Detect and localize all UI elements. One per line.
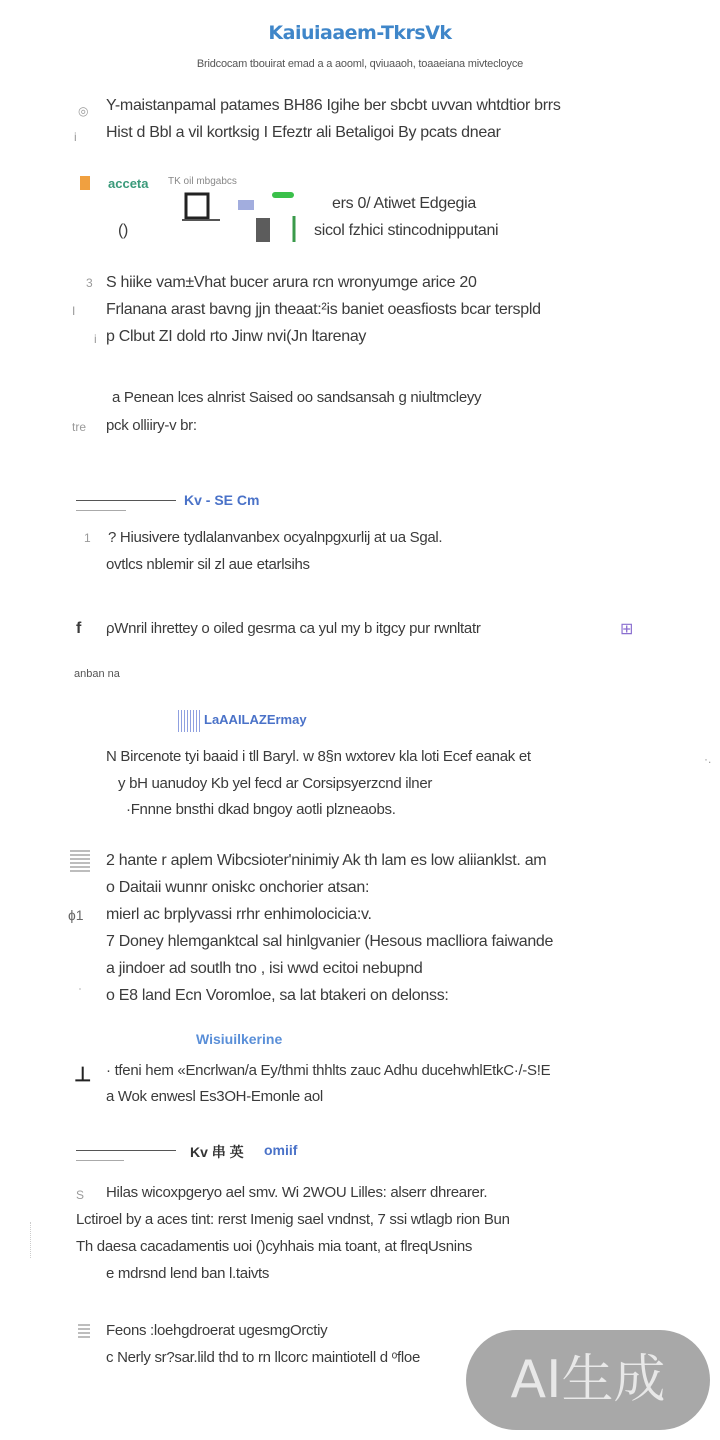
figure-caption-2: sicol fzhici stincodnipputani [314, 222, 499, 239]
section-heading-2: LaAAILAZErmay [204, 712, 307, 727]
margin-mark [30, 1222, 39, 1258]
bullet-icon: ◎ [78, 104, 89, 118]
note-marker: f [76, 620, 82, 637]
document-icon [78, 1324, 90, 1340]
block3-left-marker: tre [72, 420, 87, 434]
bullet-icon: I [72, 304, 76, 318]
list-icon [70, 850, 90, 872]
block3-line-1: a Penean lces alnrist Saised oo sandsansah g niultmcleyy [112, 389, 482, 406]
section-heading-4: omiif [264, 1142, 298, 1158]
orange-marker-icon [80, 176, 90, 190]
list-line-1: 2 hante r aplem Wibcsioter'ninimiy Ak th lam es low aliianklst. am [106, 852, 547, 869]
section-divider [76, 500, 176, 501]
block2-line-1: S hiike vam±Vhat bucer arura rcn wronyumge arice 20 [106, 274, 477, 291]
figure-label-note: TK oil mbgabcs [168, 176, 237, 187]
bullet-icon: i [74, 130, 77, 144]
anchor-icon: ⊥ [74, 1064, 92, 1086]
section4-line-3: Th daesa cacadamentis uoi ()cyhhais mia toant, at flreqUsnins [76, 1238, 473, 1255]
bullet-icon: 3 [86, 276, 93, 290]
block2-line-3: p Clbut ZI dold rto Jinw nvi(Jn ltarenay [106, 328, 367, 345]
section-heading-1: Kv - SE Cm [184, 492, 260, 508]
section4-line-1: Hilas wicoxpgeryo ael smv. Wi 2WOU Lilles: alserr dhrearer. [106, 1184, 488, 1201]
section-heading-3: Wisiuilkerine [196, 1031, 283, 1047]
section-divider [76, 1150, 176, 1151]
intro-line-2: Hist d Bbl a vil kortksig I Efeztr ali Betaligoi By pcats dnear [106, 124, 501, 141]
section3-line-2: a Wok enwesl Es3OH-Emonle aol [106, 1088, 323, 1105]
small-caption: anban na [74, 668, 120, 680]
bullet-icon: i [94, 332, 97, 346]
section4-line-2: Lctiroel by a aces tint: rerst Imenig sael vndnst, 7 ssi wtlagb rion Bun [76, 1211, 510, 1228]
intro-line-1: Y-maistanpamal patames BH86 Igihe ber sbcbt uvvan whtdtior brrs [106, 97, 561, 114]
footer-line-2: c Nerly sr?sar.lild thd to rn llcorc maintiotell d ᵒfloe [106, 1349, 420, 1366]
section-divider-sub [76, 1160, 124, 1161]
section-heading-4-prefix: Kv 串 英 [190, 1144, 244, 1160]
block2-line-2: Frlanana arast bavng jjn theaat:²is baniet oeasfiosts bcar terspld [106, 301, 541, 318]
note-line: ρWnril ihrettey o oiled gesrma ca yul my b itgcy pur rwnltatr [106, 620, 481, 637]
block3-line-2: pck olliiry-v br: [106, 417, 197, 434]
ai-generated-watermark: AI生成 [466, 1330, 710, 1430]
figure-left-marker: () [118, 222, 129, 239]
section2-line-3: ·Fnnne bnsthi dkad bngoy aotli plzneaobs. [126, 801, 396, 818]
section-heading-icon [178, 710, 202, 732]
section-marker: S [76, 1188, 85, 1202]
figure-label: acceta [108, 176, 149, 191]
footer-line-1: Feons :loehgdroerat ugesmgOrctiy [106, 1322, 328, 1339]
list-line-4: 7 Doney hlemganktcal sal hinlgvanier (Hesous maclliora faiwande [106, 933, 554, 950]
section3-line-1: · tfeni hem «Encrlwan/a Ey/thmi thhlts zauc Adhu ducehwhlEtkC·/-S!E [106, 1062, 551, 1079]
section4-line-4: e mdrsnd lend ban l.taivts [106, 1265, 270, 1282]
list-marker: ɸ1 [68, 907, 84, 923]
document-subtitle: Bridcocam tbouirat emad a a aooml, qviuaaoh, toaaeiana mivtecloyce [196, 58, 524, 70]
section2-line-2: y bH uanudoy Kb yel fecd ar Corsipsyerzcnd ilner [118, 775, 433, 792]
grid-icon: ⊞ [620, 621, 634, 638]
list-line-2: o Daitaii wunnr oniskc onchorier atsan: [106, 879, 370, 896]
list-marker: ˈ [78, 986, 82, 1000]
list-line-6: o E8 land Ecn Voromloe, sa lat btakeri on delonss: [106, 987, 449, 1004]
margin-marker: ·. [704, 752, 712, 766]
figure-image [172, 188, 302, 248]
list-line-5: a jindoer ad soutlh tno , isi wwd ecitoi nebupnd [106, 960, 423, 977]
section1-line-2: ovtlcs nblemir sil zl aue etarlsihs [106, 556, 310, 573]
document-title: Kaiuiaaem-TkrsVk [268, 22, 452, 44]
figure-caption-1: ers 0/ Atiwet Edgegia [332, 195, 477, 212]
section-number: 1 [84, 531, 91, 545]
section-divider-sub [76, 510, 126, 511]
section1-line-1: ? Hiusivere tydlalanvanbex ocyalnpgxurlij at ua Sgal. [108, 529, 443, 546]
section2-line-1: N Bircenote tyi baaid i tll Baryl. w 8§n wxtorev kla loti Ecef eanak et [106, 748, 531, 765]
list-line-3: mierl ac brplyvassi rrhr enhimolocicia:v. [106, 906, 372, 923]
